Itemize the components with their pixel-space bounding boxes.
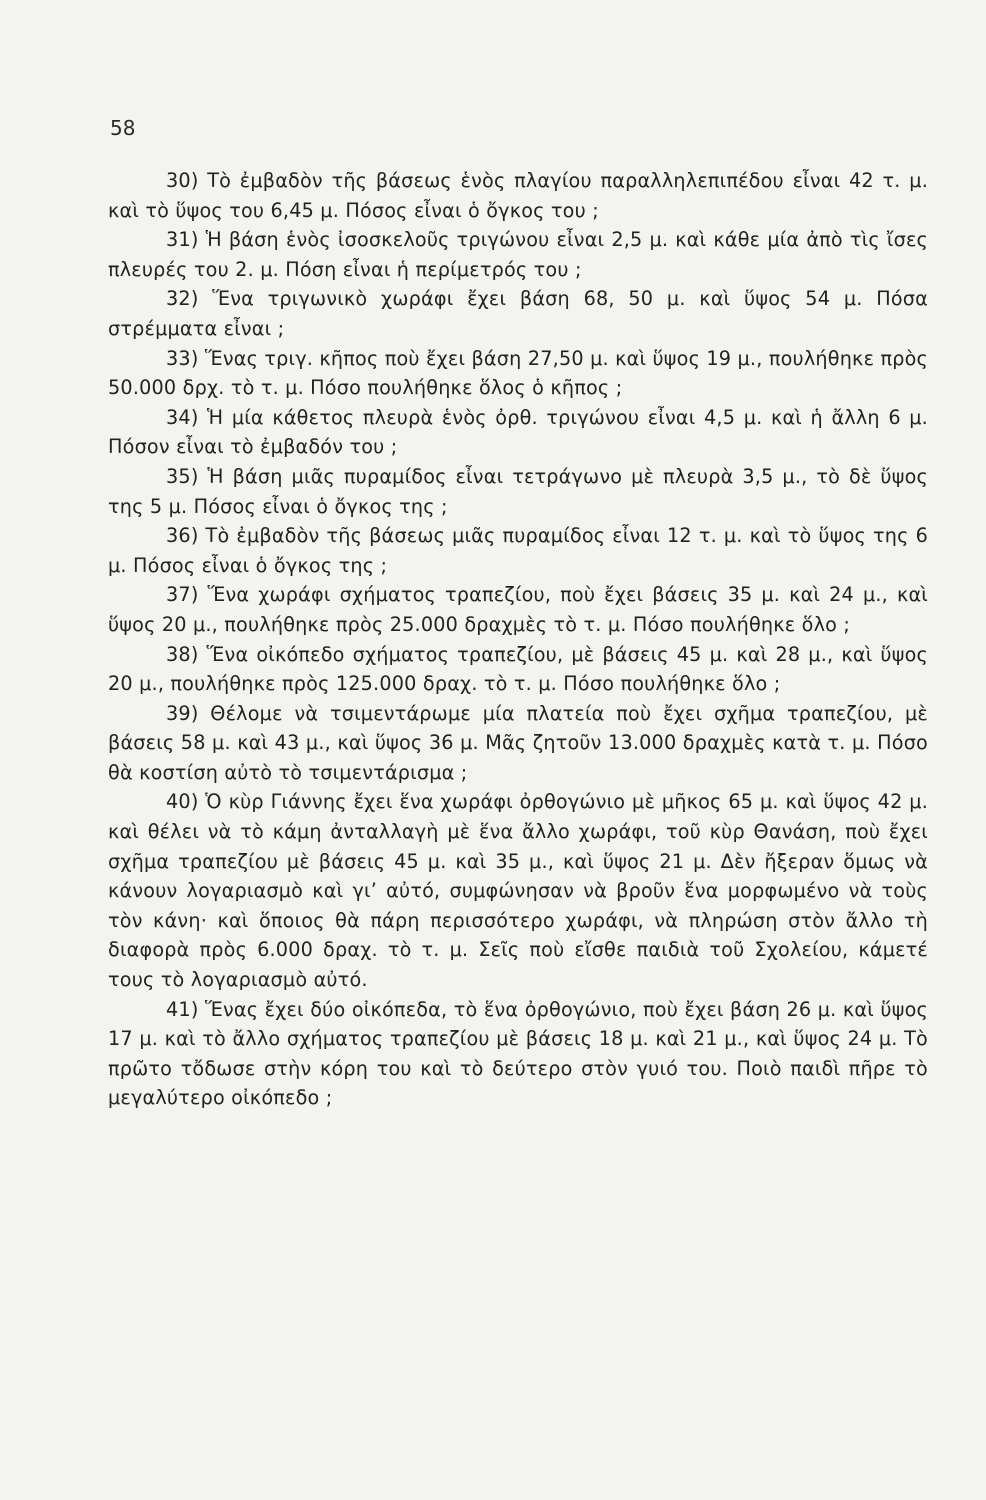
exercise-33: 33) Ἕνας τριγ. κῆπος ποὺ ἔχει βάση 27,50 μ. καὶ ὕψος 19 μ., πουλήθηκε πρὸς 50.000 δρχ. τὸ τ. μ. Πόσο πουλήθηκε ὅλος ὁ κῆπος ; [108, 346, 928, 400]
exercise-31: 31) Ἡ βάση ἑνὸς ἰσοσκελοῦς τριγώνου εἶναι 2,5 μ. καὶ κάθε μία ἀπὸ τὶς ἴσες πλευρές του 2. μ. Πόση εἶναι ἡ περίμετρός του ; [108, 228, 928, 281]
exercise-36: 36) Τὸ ἐμβαδὸν τῆς βάσεως μιᾶς πυραμίδος εἶναι 12 τ. μ. καὶ τὸ ὕψος της 6 μ. Πόσος εἶναι ὁ ὄγκος της ; [108, 524, 928, 577]
exercise-40: 40) Ὁ κὺρ Γιάννης ἔχει ἕνα χωράφι ὀρθογώνιο μὲ μῆκος 65 μ. καὶ ὕψος 42 μ. καὶ θέλει νὰ τὸ κάμη ἀνταλλαγὴ μὲ ἕνα ἄλλο χωράφι, τοῦ κὺρ Θανάση, ποὺ ἔχει σχῆμα τραπεζίου μὲ βάσεις 45 μ. καὶ 35 μ., καὶ ὕψος 21 μ. Δὲν ἤξεραν ὅμως νὰ κάνουν λογαριασμὸ καὶ γι’ αὐτό, συμφώνησαν νὰ βροῦν ἕνα μορφωμένο νὰ τοὺς τὸν κάνη· καὶ ὅποιος θὰ πάρη περισσότερο χωράφι, νὰ πληρώση στὸν ἄλλο τὴ διαφορὰ πρὸς 6.000 δραχ. τὸ τ. μ. Σεῖς ποὺ εἴσθε παιδιὰ τοῦ Σχολείου, κάμετέ τους τὸ λογαριασμὸ αὐτό. [108, 790, 928, 992]
page-number: 58 [110, 116, 136, 140]
exercise-32: 32) Ἕνα τριγωνικὸ χωράφι ἔχει βάση 68, 50 μ. καὶ ὕψος 54 μ. Πόσα στρέμματα εἶναι ; [108, 287, 928, 340]
exercise-39: 39) Θέλομε νὰ τσιμεντάρωμε μία πλατεία ποὺ ἔχει σχῆμα τραπεζίου, μὲ βάσεις 58 μ. καὶ 43 μ., καὶ ὕψος 36 μ. Μᾶς ζητοῦν 13.000 δραχμὲς κατὰ τ. μ. Πόσο θὰ κοστίση αὐτὸ τὸ τσιμεντάρισμα ; [108, 701, 928, 784]
exercise-37: 37) Ἕνα χωράφι σχήματος τραπεζίου, ποὺ ἔχει βάσεις 35 μ. καὶ 24 μ., καὶ ὕψος 20 μ., πουλήθηκε πρὸς 25.000 δραχμὲς τὸ τ. μ. Πόσο πουλήθηκε ὅλο ; [108, 583, 928, 636]
exercise-35: 35) Ἡ βάση μιᾶς πυραμίδος εἶναι τετράγωνο μὲ πλευρὰ 3,5 μ., τὸ δὲ ὕψος της 5 μ. Πόσος εἶναι ὁ ὄγκος της ; [108, 464, 928, 518]
exercise-list [108, 166, 928, 1113]
exercise-38: 38) Ἕνα οἰκόπεδο σχήματος τραπεζίου, μὲ βάσεις 45 μ. καὶ 28 μ., καὶ ὕψος 20 μ., πουλήθηκε πρὸς 125.000 δραχ. τὸ τ. μ. Πόσο πουλήθηκε ὅλο ; [108, 642, 928, 696]
exercise-30: 30) Τὸ ἐμβαδὸν τῆς βάσεως ἑνὸς πλαγίου παραλληλεπιπέδου εἶναι 42 τ. μ. καὶ τὸ ὕψος του 6,45 μ. Πόσος εἶναι ὁ ὄγκος του ; [108, 169, 928, 222]
exercise-41: 41) Ἕνας ἔχει δύο οἰκόπεδα, τὸ ἕνα ὀρθογώνιο, ποὺ ἔχει βάση 26 μ. καὶ ὕψος 17 μ. καὶ τὸ ἄλλο σχήματος τραπεζίου μὲ βάσεις 18 μ. καὶ 21 μ., καὶ ὕψος 24 μ. Τὸ πρῶτο τὄδωσε στὴν κόρη του καὶ τὸ δεύτερο στὸν γυιό του. Ποιὸ παιδὶ πῆρε τὸ μεγαλύτερο οἰκόπεδο ; [108, 997, 928, 1110]
exercise-34: 34) Ἡ μία κάθετος πλευρὰ ἑνὸς ὀρθ. τριγώνου εἶναι 4,5 μ. καὶ ἡ ἄλλη 6 μ. Πόσον εἶναι τὸ ἐμβαδόν του ; [108, 405, 928, 459]
